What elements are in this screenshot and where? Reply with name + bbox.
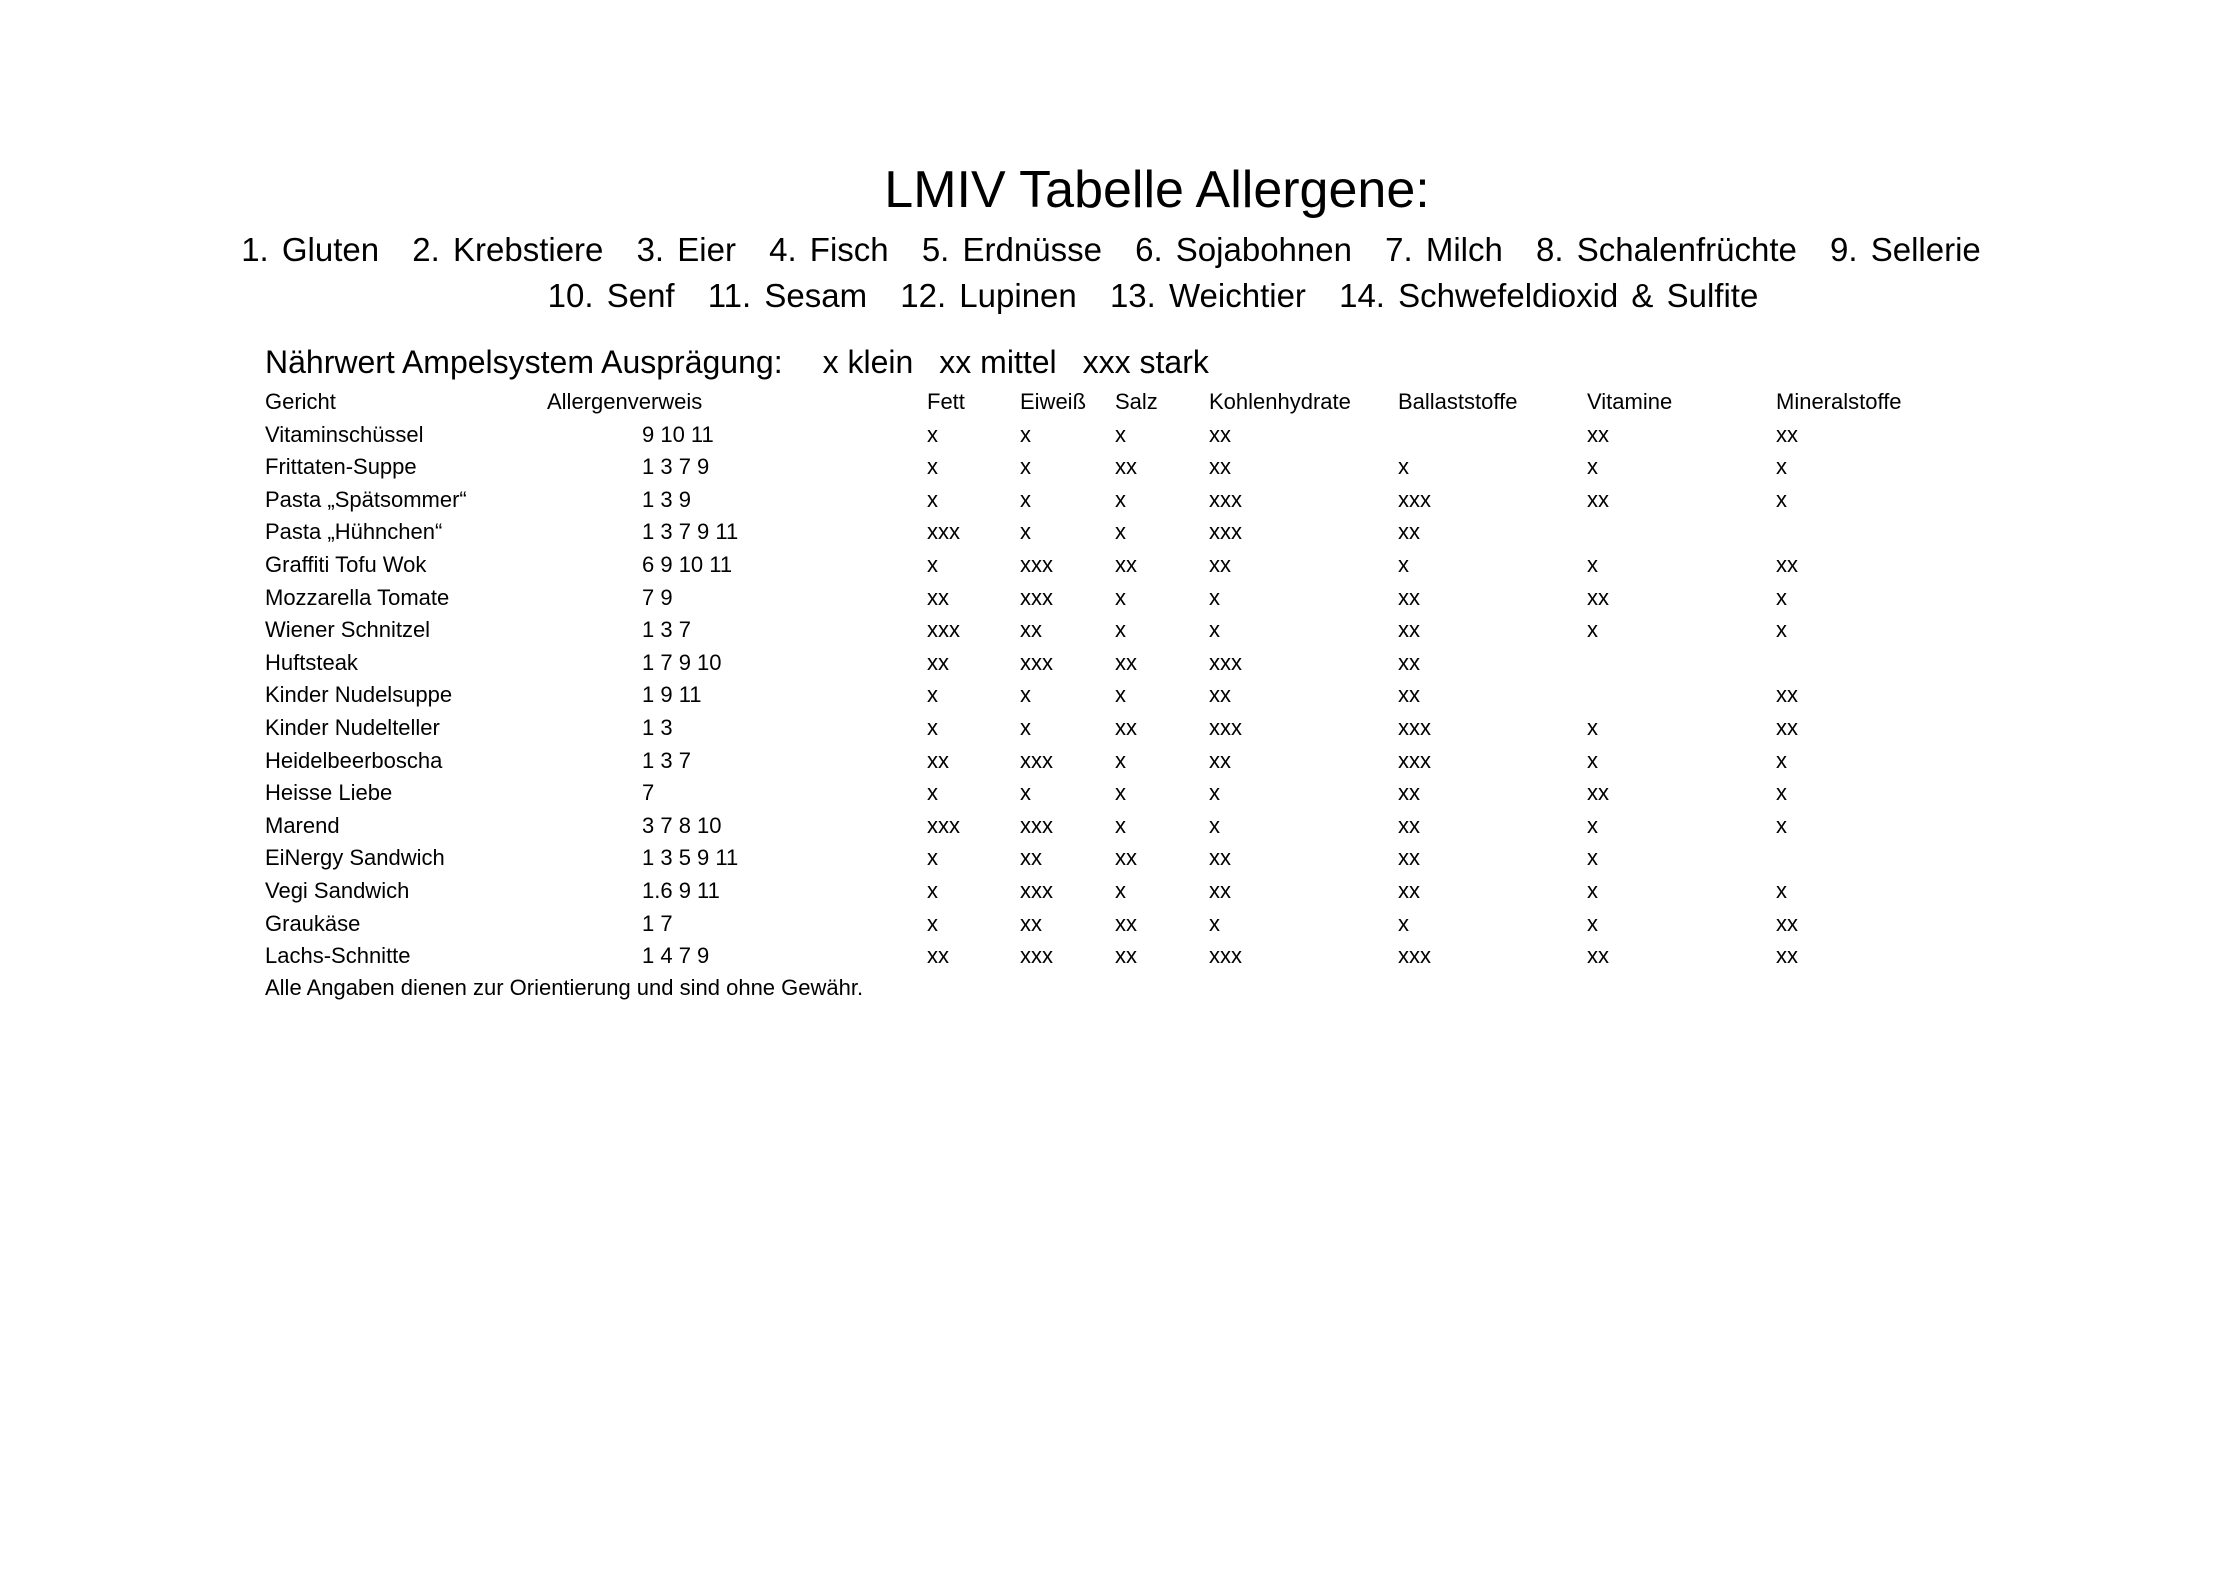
cell-vitamins: xx (1587, 486, 1609, 512)
cell-carbs: x (1209, 584, 1220, 610)
allergen-item: 13. Weichtier (1109, 277, 1306, 314)
cell-carbs: xx (1209, 551, 1231, 577)
cell-minerals: xx (1776, 714, 1798, 740)
legend-label: Nährwert Ampelsystem Ausprägung: (265, 344, 783, 380)
cell-salt: x (1115, 747, 1126, 773)
cell-minerals: x (1776, 812, 1787, 838)
cell-fiber: xx (1398, 649, 1420, 675)
cell-dish: Kinder Nudelteller (265, 714, 440, 740)
cell-carbs: xx (1209, 747, 1231, 773)
cell-vitamins: x (1587, 551, 1598, 577)
cell-fat: xx (927, 747, 949, 773)
cell-dish: Huftsteak (265, 649, 358, 675)
allergen-item: 2. Krebstiere (412, 231, 604, 268)
legend-item-stark: xxx stark (1082, 344, 1209, 380)
cell-allergens: 1 7 9 10 (642, 649, 722, 675)
cell-allergens: 1 4 7 9 (642, 943, 710, 969)
cell-protein: x (1020, 421, 1031, 447)
cell-dish: Pasta „Spätsommer“ (265, 486, 467, 512)
cell-vitamins: x (1587, 617, 1598, 643)
cell-fiber: xx (1398, 682, 1420, 708)
cell-carbs: xxx (1209, 714, 1242, 740)
cell-dish: Heisse Liebe (265, 780, 393, 806)
header-fat: Fett (927, 389, 965, 414)
header-minerals: Mineralstoffe (1776, 389, 1902, 414)
cell-carbs: xx (1209, 845, 1231, 871)
disclaimer-note: Alle Angaben dienen zur Orientierung und sind ohne Gewähr. (265, 975, 864, 1000)
cell-minerals: x (1776, 584, 1787, 610)
cell-carbs: x (1209, 617, 1220, 643)
cell-minerals: xx (1776, 551, 1798, 577)
cell-dish: Wiener Schnitzel (265, 617, 431, 643)
cell-salt: x (1115, 421, 1126, 447)
cell-fat: x (927, 714, 938, 740)
cell-protein: xxx (1020, 877, 1053, 903)
header-vitamins: Vitamine (1587, 389, 1673, 414)
cell-fiber: x (1398, 454, 1409, 480)
cell-fiber: xxx (1398, 714, 1431, 740)
cell-dish: Graffiti Tofu Wok (265, 551, 427, 577)
cell-dish: Marend (265, 812, 340, 838)
cell-carbs: xx (1209, 421, 1231, 447)
cell-carbs: xxx (1209, 486, 1242, 512)
cell-dish: EiNergy Sandwich (265, 845, 445, 871)
allergen-item: 10. Senf (547, 277, 675, 314)
allergen-item: 6. Sojabohnen (1135, 231, 1352, 268)
cell-minerals: x (1776, 780, 1787, 806)
cell-fat: xx (927, 584, 949, 610)
allergen-list-line-1 (0, 228, 2222, 272)
cell-dish: Lachs-Schnitte (265, 943, 411, 969)
cell-allergens: 1 3 9 (642, 486, 691, 512)
cell-allergens: 1 7 (642, 910, 673, 936)
cell-allergens: 1 3 7 9 (642, 454, 710, 480)
cell-salt: xx (1115, 714, 1137, 740)
cell-fiber: xx (1398, 845, 1420, 871)
legend-item-mittel: xx mittel (939, 344, 1057, 380)
cell-vitamins: x (1587, 714, 1598, 740)
cell-fiber: xxx (1398, 747, 1431, 773)
cell-minerals: xx (1776, 682, 1798, 708)
cell-fat: x (927, 910, 938, 936)
cell-dish: Pasta „Hühnchen“ (265, 519, 443, 545)
page-title: LMIV Tabelle Allergene: (884, 161, 1430, 219)
cell-vitamins: x (1587, 454, 1598, 480)
cell-allergens: 1 3 (642, 714, 673, 740)
cell-protein: xxx (1020, 551, 1053, 577)
header-salt: Salz (1115, 389, 1158, 414)
allergen-item: 3. Eier (636, 231, 736, 268)
cell-allergens: 1 3 7 (642, 747, 691, 773)
cell-fiber: xx (1398, 780, 1420, 806)
cell-salt: x (1115, 812, 1126, 838)
allergen-item: 7. Milch (1385, 231, 1503, 268)
cell-fat: xxx (927, 812, 960, 838)
cell-dish: Vitaminschüssel (265, 421, 424, 447)
cell-dish: Graukäse (265, 910, 361, 936)
cell-minerals: x (1776, 877, 1787, 903)
cell-vitamins: xx (1587, 584, 1609, 610)
cell-allergens: 9 10 11 (642, 421, 714, 447)
cell-minerals: x (1776, 747, 1787, 773)
cell-fat: x (927, 877, 938, 903)
cell-minerals: xx (1776, 943, 1798, 969)
cell-carbs: xx (1209, 454, 1231, 480)
cell-fiber: xx (1398, 617, 1420, 643)
cell-carbs: xxx (1209, 519, 1242, 545)
allergen-item: 4. Fisch (769, 231, 889, 268)
cell-dish: Mozzarella Tomate (265, 584, 450, 610)
cell-carbs: xx (1209, 682, 1231, 708)
cell-fat: x (927, 551, 938, 577)
cell-fat: x (927, 682, 938, 708)
nutrition-legend (265, 340, 1209, 384)
cell-protein: x (1020, 780, 1031, 806)
cell-allergens: 6 9 10 11 (642, 551, 733, 577)
cell-fat: xxx (927, 617, 960, 643)
cell-fat: x (927, 454, 938, 480)
header-carbs: Kohlenhydrate (1209, 389, 1351, 414)
cell-salt: xx (1115, 551, 1137, 577)
allergen-item: 5. Erdnüsse (921, 231, 1102, 268)
cell-carbs: xx (1209, 877, 1231, 903)
cell-fiber: x (1398, 910, 1409, 936)
allergen-item: 12. Lupinen (900, 277, 1077, 314)
cell-protein: xx (1020, 845, 1042, 871)
allergen-list-line-2 (0, 274, 2222, 318)
header-fiber: Ballaststoffe (1398, 389, 1518, 414)
cell-vitamins: x (1587, 910, 1598, 936)
cell-salt: x (1115, 486, 1126, 512)
cell-salt: x (1115, 519, 1126, 545)
cell-allergens: 7 9 (642, 584, 673, 610)
cell-minerals: x (1776, 617, 1787, 643)
cell-allergens: 3 7 8 10 (642, 812, 722, 838)
cell-minerals: x (1776, 454, 1787, 480)
cell-protein: x (1020, 486, 1031, 512)
cell-fat: x (927, 421, 938, 447)
cell-dish: Kinder Nudelsuppe (265, 682, 453, 708)
cell-allergens: 7 (642, 780, 655, 806)
cell-vitamins: x (1587, 877, 1598, 903)
cell-protein: xxx (1020, 649, 1053, 675)
cell-minerals: xx (1776, 910, 1798, 936)
cell-protein: xxx (1020, 943, 1053, 969)
header-allergens: Allergenverweis (547, 389, 703, 414)
cell-fat: xx (927, 649, 949, 675)
cell-dish: Heidelbeerboscha (265, 747, 443, 773)
cell-dish: Vegi Sandwich (265, 877, 410, 903)
cell-salt: x (1115, 780, 1126, 806)
cell-protein: x (1020, 454, 1031, 480)
cell-protein: xxx (1020, 584, 1053, 610)
header-protein: Eiweiß (1020, 389, 1087, 414)
cell-carbs: x (1209, 780, 1220, 806)
cell-salt: xx (1115, 943, 1137, 969)
allergen-item: 11. Sesam (707, 277, 868, 314)
cell-fat: x (927, 780, 938, 806)
cell-fiber: xxx (1398, 943, 1431, 969)
cell-fat: x (927, 486, 938, 512)
cell-fiber: x (1398, 551, 1409, 577)
allergen-item: 14. Schwefeldioxid & Sulfite (1339, 277, 1759, 314)
cell-vitamins: x (1587, 845, 1598, 871)
cell-vitamins: x (1587, 812, 1598, 838)
cell-protein: x (1020, 682, 1031, 708)
cell-carbs: xxx (1209, 649, 1242, 675)
cell-protein: xxx (1020, 747, 1053, 773)
cell-carbs: x (1209, 910, 1220, 936)
cell-fiber: xxx (1398, 486, 1431, 512)
cell-fat: xxx (927, 519, 960, 545)
cell-allergens: 1 3 7 9 11 (642, 519, 739, 545)
cell-salt: x (1115, 682, 1126, 708)
cell-salt: x (1115, 617, 1126, 643)
header-dish: Gericht (265, 389, 336, 414)
cell-vitamins: xx (1587, 421, 1609, 447)
cell-allergens: 1 3 5 9 11 (642, 845, 739, 871)
cell-vitamins: xx (1587, 943, 1609, 969)
cell-salt: x (1115, 584, 1126, 610)
cell-salt: xx (1115, 649, 1137, 675)
cell-fat: x (927, 845, 938, 871)
cell-protein: xxx (1020, 812, 1053, 838)
cell-vitamins: xx (1587, 780, 1609, 806)
cell-fiber: xx (1398, 584, 1420, 610)
cell-protein: xx (1020, 910, 1042, 936)
cell-minerals: x (1776, 486, 1787, 512)
cell-fiber: xx (1398, 877, 1420, 903)
allergen-item: 9. Sellerie (1830, 231, 1981, 268)
cell-fiber: xx (1398, 519, 1420, 545)
legend-item-klein: x klein (822, 344, 914, 380)
allergen-item: 1. Gluten (241, 231, 380, 268)
cell-carbs: x (1209, 812, 1220, 838)
cell-carbs: xxx (1209, 943, 1242, 969)
cell-salt: xx (1115, 454, 1137, 480)
cell-minerals: xx (1776, 421, 1798, 447)
cell-allergens: 1 9 11 (642, 682, 702, 708)
cell-protein: x (1020, 714, 1031, 740)
cell-fat: xx (927, 943, 949, 969)
cell-fiber: xx (1398, 812, 1420, 838)
cell-protein: x (1020, 519, 1031, 545)
cell-salt: x (1115, 877, 1126, 903)
cell-salt: xx (1115, 910, 1137, 936)
cell-allergens: 1.6 9 11 (642, 877, 720, 903)
cell-protein: xx (1020, 617, 1042, 643)
cell-salt: xx (1115, 845, 1137, 871)
cell-vitamins: x (1587, 747, 1598, 773)
cell-dish: Frittaten-Suppe (265, 454, 417, 480)
cell-allergens: 1 3 7 (642, 617, 691, 643)
allergen-item: 8. Schalenfrüchte (1536, 231, 1797, 268)
